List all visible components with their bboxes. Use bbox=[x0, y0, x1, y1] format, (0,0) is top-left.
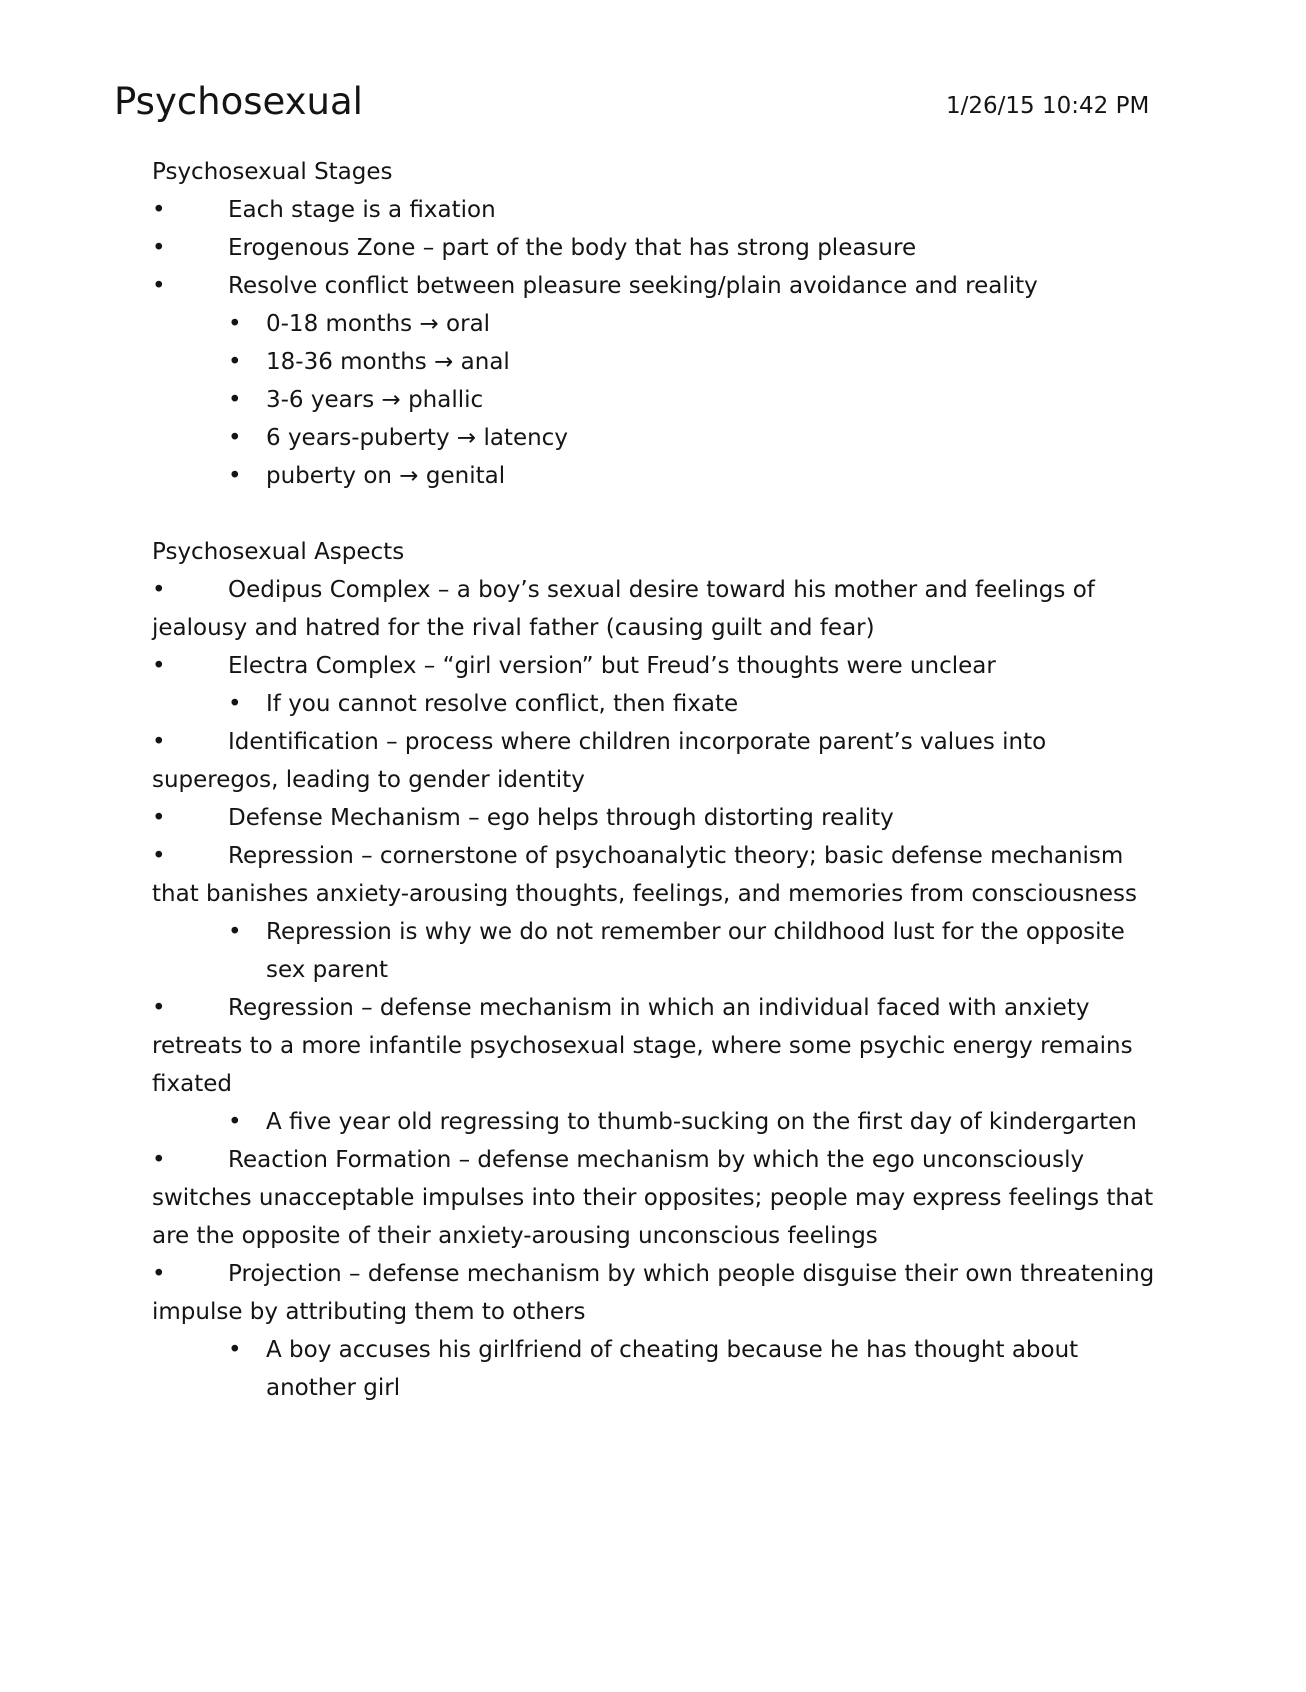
list-item-text: Reaction Formation – defense mechanism by which the ego unconsciously switches unacceptable impulses into their opposites; people may express feelings that are the opposite of their anxiety-arousing unconscious feelings bbox=[152, 1147, 1154, 1249]
sub-list-item bbox=[152, 685, 1162, 723]
spacer bbox=[152, 495, 1162, 533]
bullet-icon: • bbox=[152, 1147, 166, 1173]
list-item-text: Identification – process where children incorporate parent’s values into superegos, leading to gender identity bbox=[152, 729, 1047, 793]
bullet-icon: • bbox=[228, 349, 242, 375]
list-item-text: Projection – defense mechanism by which people disguise their own threatening impulse by attributing them to others bbox=[152, 1261, 1155, 1325]
list-item bbox=[152, 267, 1162, 305]
section-heading-stages: Psychosexual Stages bbox=[152, 159, 393, 185]
sub-list-item-text: 0-18 months → oral bbox=[266, 311, 491, 337]
sub-list-item bbox=[152, 913, 1162, 989]
list-item-text: Repression – cornerstone of psychoanalytic theory; basic defense mechanism that banishes anxiety-arousing thoughts, feelings, and memories from consciousness bbox=[152, 843, 1137, 907]
sub-list-item-text: A five year old regressing to thumb-sucking on the first day of kindergarten bbox=[266, 1109, 1137, 1135]
list-item-identification bbox=[152, 723, 1162, 799]
bullet-icon: • bbox=[228, 1337, 242, 1363]
bullet-icon: • bbox=[228, 311, 242, 337]
list-item-text: Resolve conflict between pleasure seeking/plain avoidance and reality bbox=[228, 273, 1038, 299]
sub-list-item-text: puberty on → genital bbox=[266, 463, 506, 489]
section-heading-aspects: Psychosexual Aspects bbox=[152, 539, 405, 565]
sub-list-item bbox=[152, 381, 1162, 419]
list-item-text: Defense Mechanism – ego helps through distorting reality bbox=[228, 805, 894, 831]
list-item bbox=[152, 191, 1162, 229]
list-item-oedipus bbox=[152, 571, 1162, 647]
sub-list-item-text: 18-36 months → anal bbox=[266, 349, 510, 375]
list-item-regression bbox=[152, 989, 1162, 1103]
list-item-projection bbox=[152, 1255, 1162, 1331]
list-item-text: Oedipus Complex – a boy’s sexual desire toward his mother and feelings of jealousy and hatred for the rival father (causing guilt and fear) bbox=[152, 577, 1095, 641]
bullet-icon: • bbox=[228, 919, 242, 945]
bullet-icon: • bbox=[152, 805, 166, 831]
bullet-icon: • bbox=[152, 197, 166, 223]
list-item-text: Electra Complex – “girl version” but Freud’s thoughts were unclear bbox=[228, 653, 996, 679]
bullet-icon: • bbox=[152, 729, 166, 755]
bullet-icon: • bbox=[152, 577, 166, 603]
bullet-icon: • bbox=[228, 1109, 242, 1135]
sub-list-item-text: Repression is why we do not remember our childhood lust for the opposite sex parent bbox=[266, 919, 1125, 983]
sub-list-item bbox=[152, 305, 1162, 343]
note-body bbox=[152, 153, 1162, 1407]
sub-list-item bbox=[152, 1331, 1162, 1407]
bullet-icon: • bbox=[228, 387, 242, 413]
bullet-icon: • bbox=[152, 995, 166, 1021]
bullet-icon: • bbox=[228, 425, 242, 451]
sub-list-item-text: If you cannot resolve conflict, then fixate bbox=[266, 691, 739, 717]
bullet-icon: • bbox=[152, 273, 166, 299]
sub-list-item-text: 3-6 years → phallic bbox=[266, 387, 484, 413]
bullet-icon: • bbox=[228, 691, 242, 717]
list-item-reaction-formation bbox=[152, 1141, 1162, 1255]
bullet-icon: • bbox=[152, 1261, 166, 1287]
list-item-repression bbox=[152, 837, 1162, 913]
sub-list-item-text: 6 years-puberty → latency bbox=[266, 425, 568, 451]
sub-list-item bbox=[152, 343, 1162, 381]
bullet-icon: • bbox=[228, 463, 242, 489]
list-item-text: Erogenous Zone – part of the body that has strong pleasure bbox=[228, 235, 917, 261]
list-item-electra bbox=[152, 647, 1162, 685]
sub-list-item bbox=[152, 457, 1162, 495]
list-item-defense bbox=[152, 799, 1162, 837]
list-item bbox=[152, 229, 1162, 267]
sub-list-item bbox=[152, 1103, 1162, 1141]
bullet-icon: • bbox=[152, 843, 166, 869]
timestamp: 1/26/15 10:42 PM bbox=[946, 93, 1150, 119]
list-item-text: Regression – defense mechanism in which an individual faced with anxiety retreats to a more infantile psychosexual stage, where some psychic energy remains fixated bbox=[152, 995, 1133, 1097]
sub-list-item-text: A boy accuses his girlfriend of cheating because he has thought about another girl bbox=[266, 1337, 1079, 1401]
bullet-icon: • bbox=[152, 653, 166, 679]
sub-list-item bbox=[152, 419, 1162, 457]
page-title: Psychosexual bbox=[114, 80, 363, 123]
list-item-text: Each stage is a fixation bbox=[228, 197, 496, 223]
bullet-icon: • bbox=[152, 235, 166, 261]
